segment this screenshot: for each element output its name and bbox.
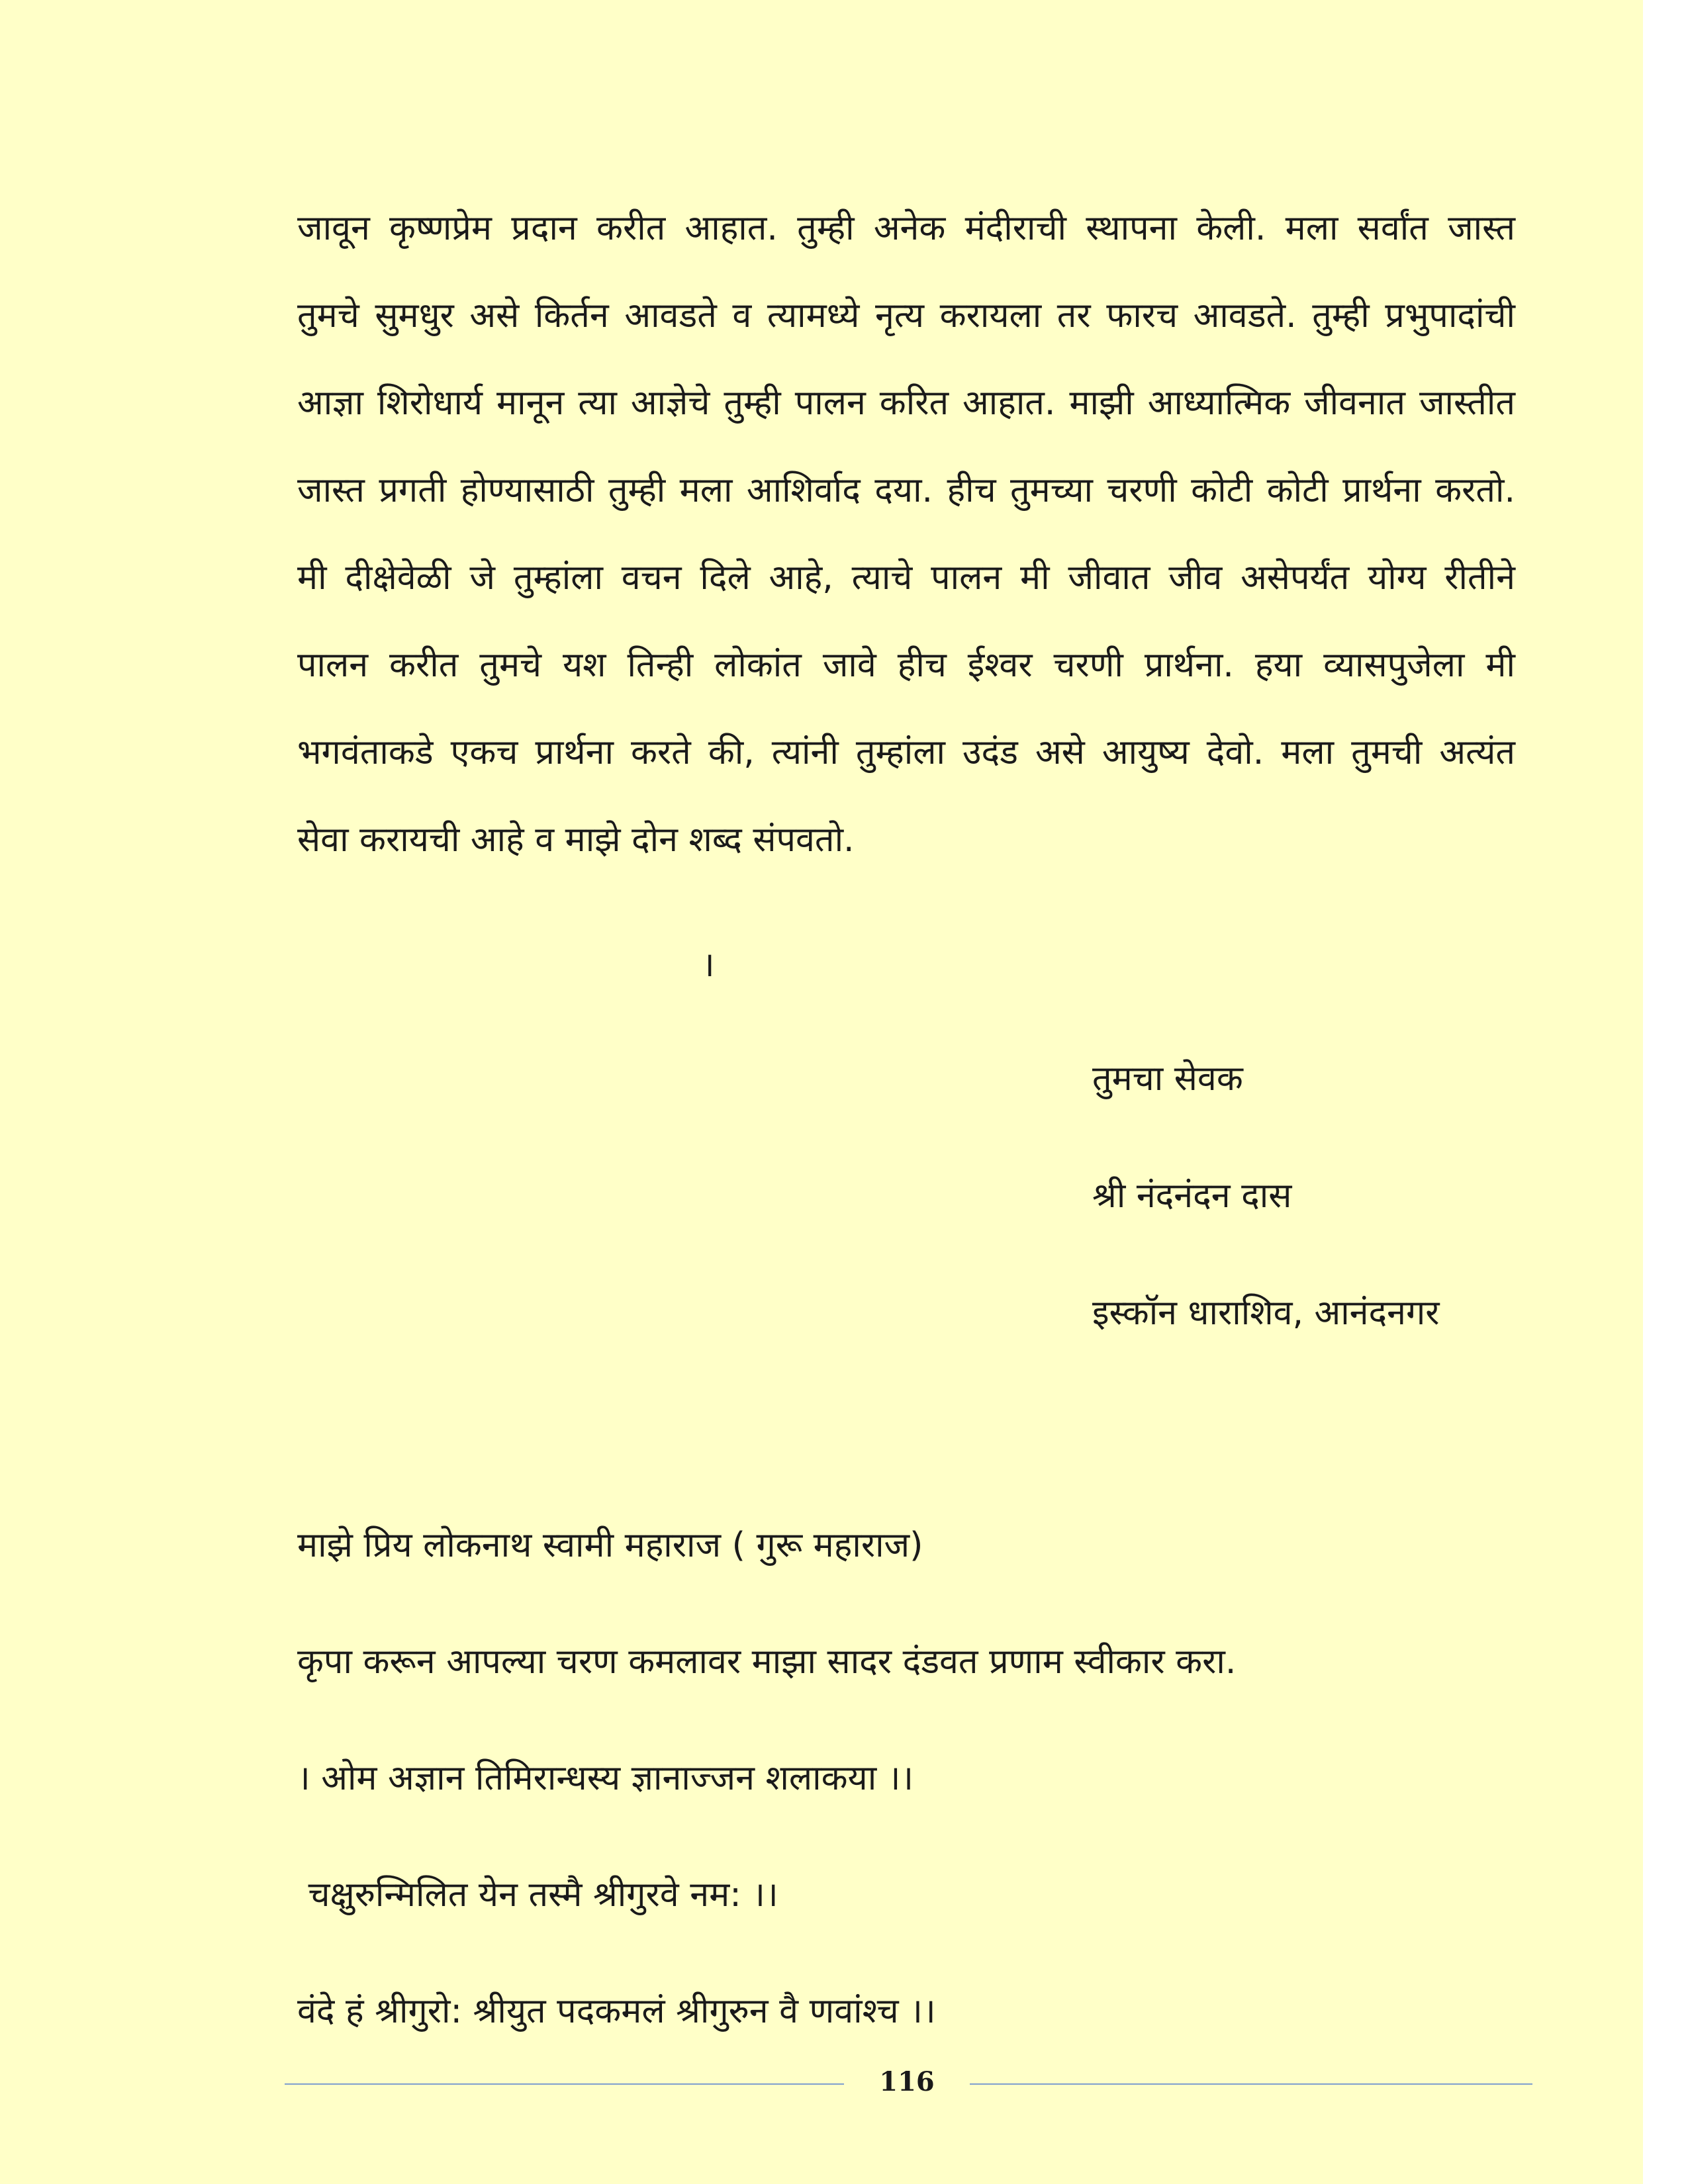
shloka-line: वंदे हं श्रीगुरो: श्रीयुत पदकमलं श्रीगुरुन वै णवांश्च ।।: [297, 1991, 936, 2031]
salutation-line: माझे प्रिय लोकनाथ स्वामी महाराज ( गुरू महाराज): [297, 1525, 923, 1565]
danda-mark: ।: [702, 945, 715, 985]
paragraph-line: आज्ञा शिरोधार्य मानून त्या आज्ञेचे तुम्ही पालन करित आहात. माझी आध्यात्मिक जीवनात जास्तीत: [297, 383, 1515, 423]
signature-closing: तुमचा सेवक: [1092, 1059, 1243, 1099]
paragraph-line: जास्त प्रगती होण्यासाठी तुम्ही मला आशिर्वाद दया. हीच तुमच्या चरणी कोटी कोटी प्रार्थना करतो.: [297, 471, 1515, 510]
paragraph-line: सेवा करायची आहे व माझे दोन शब्द संपवतो.: [297, 820, 855, 860]
signature-place: इस्कॉन धाराशिव, आनंदनगर: [1092, 1293, 1440, 1333]
signature-name: श्री नंदनंदन दास: [1092, 1176, 1292, 1216]
footer-divider-left: [285, 2083, 844, 2085]
paragraph-line: भगवंताकडे एकच प्रार्थना करते की, त्यांनी तुम्हांला उदंड असे आयुष्य देवो. मला तुमची अत्यंत: [297, 733, 1515, 772]
paragraph-line: पालन करीत तुमचे यश तिन्ही लोकांत जावे हीच ईश्वर चरणी प्रार्थना. हया व्यासपुजेला मी: [297, 645, 1515, 685]
signature-block: [1092, 1049, 1440, 1400]
greeting-line: कृपा करून आपल्या चरण कमलावर माझा सादर दंडवत प्रणाम स्वीकार करा.: [297, 1642, 1237, 1682]
greeting-block: [297, 1516, 1515, 2098]
body-paragraph: [297, 199, 1515, 897]
footer-divider-right: [970, 2083, 1532, 2085]
paragraph-line: जावून कृष्णप्रेम प्रदान करीत आहात. तुम्ही अनेक मंदीराची स्थापना केली. मला सर्वांत जास्त: [297, 208, 1515, 248]
shloka-line: । ओम अज्ञान तिमिरान्धस्य ज्ञानाज्जन शलाकया ।।: [297, 1758, 914, 1798]
page-number: 116: [879, 2066, 935, 2097]
shloka-line: चक्षुरुन्मिलित येन तस्मै श्रीगुरवे नम: ।।: [297, 1875, 778, 1915]
paragraph-line: मी दीक्षेवेळी जे तुम्हांला वचन दिले आहे, त्याचे पालन मी जीवात जीव असेपर्यंत योग्य रीतीने: [297, 558, 1515, 598]
paragraph-line: तुमचे सुमधुर असे किर्तन आवडते व त्यामध्ये नृत्य करायला तर फारच आवडते. तुम्ही प्रभुपादांची: [297, 296, 1515, 336]
